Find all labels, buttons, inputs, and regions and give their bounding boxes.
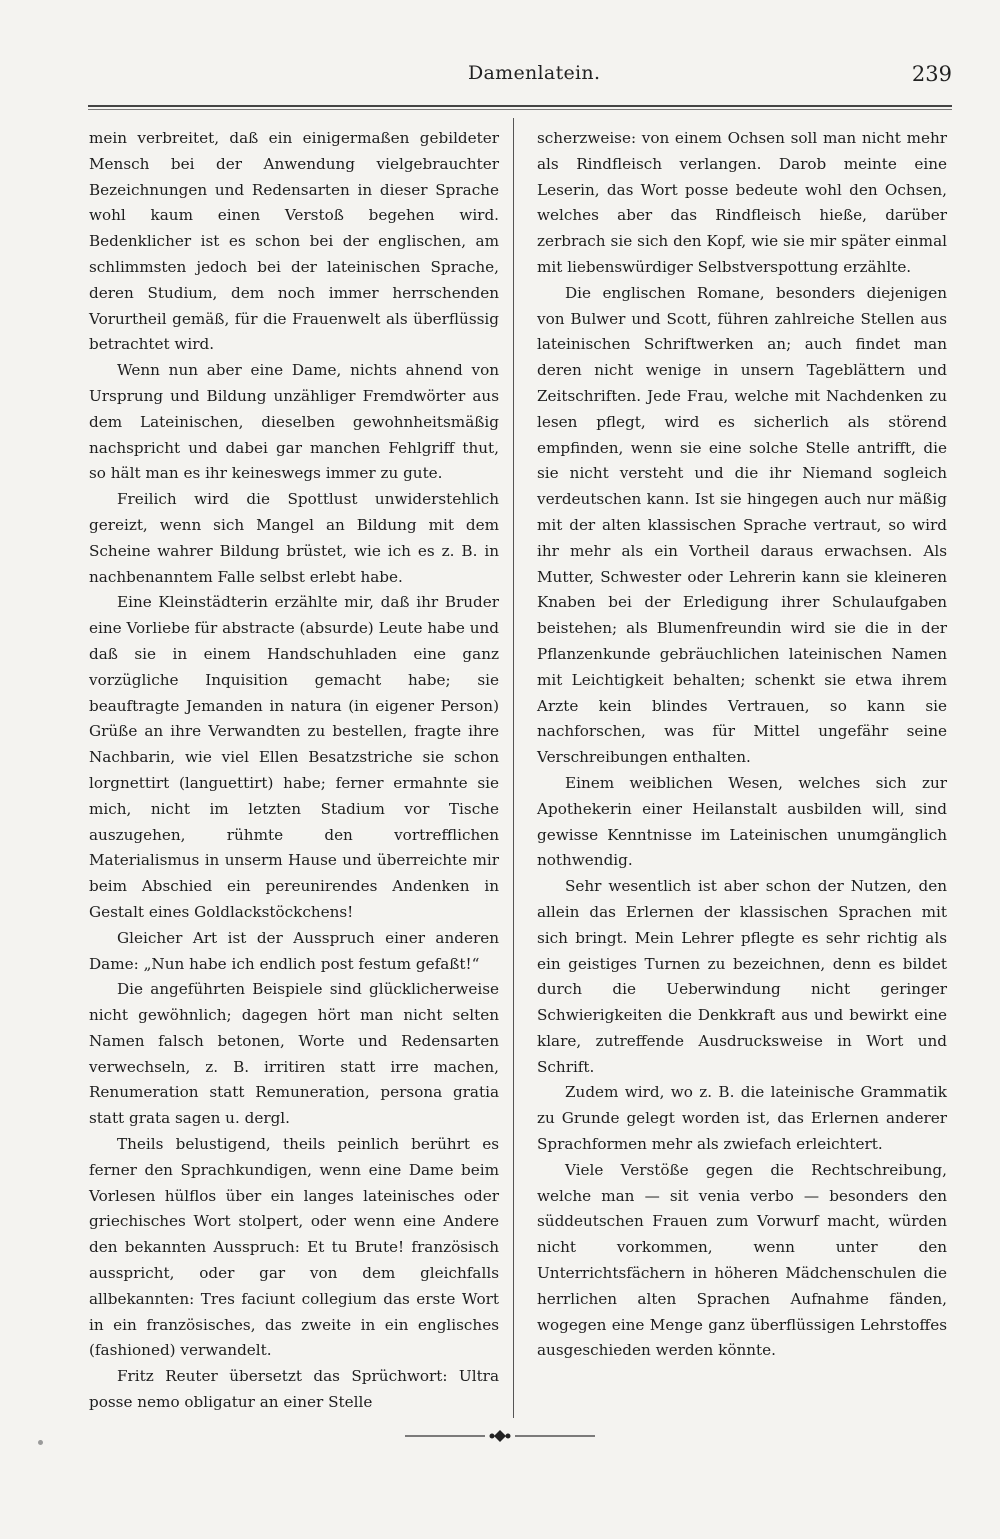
left-column (89, 126, 499, 1416)
paragraph: Gleicher Art ist der Ausspruch einer anderen Dame: „Nun habe ich endlich post festum gefaßt!“ (89, 928, 499, 973)
header-rule (88, 105, 952, 107)
page-number: 239 (911, 62, 952, 86)
end-ornament (400, 1426, 600, 1446)
paragraph: Fritz Reuter übersetzt das Sprüchwort: Ultra posse nemo obligatur an einer Stelle (89, 1367, 499, 1412)
paragraph: Freilich wird die Spottlust unwiderstehlich gereizt, wenn sich Mangel an Bildung mit dem Scheine wahrer Bildung brüstet, wie ich es z. B. in nachbenanntem Falle selbst erlebt habe. (89, 490, 499, 586)
paragraph: Theils belustigend, theils peinlich berührt es ferner den Sprachkundigen, wenn eine Dame beim Vorlesen hülflos über ein langes lateinisches oder griechisches Wort stolpert, oder wenn eine Andere den bekannten Ausspruch: Et tu Brute! französisch ausspricht, oder gar von dem gleichfalls allbekannten: Tres faciunt collegium das erste Wort in ein französisches, das zweite in ein englisches (fashioned) verwandelt. (89, 1135, 499, 1360)
paragraph: Zudem wird, wo z. B. die lateinische Grammatik zu Grunde gelegt worden ist, das Erlernen anderer Sprachformen mehr als zwiefach erleichtert. (537, 1083, 947, 1154)
running-head: Damenlatein. (468, 62, 601, 84)
paragraph: Einem weiblichen Wesen, welches sich zur Apothekerin einer Heilanstalt ausbilden will, sind gewisse Kenntnisse im Lateinischen unumgänglich nothwendig. (537, 773, 947, 870)
paragraph: Die englischen Romane, besonders diejenigen von Bulwer und Scott, führen zahlreiche Stellen aus lateinischen Schriftwerken an; auch findet man deren nicht wenige in unsern Tageblättern und Zeitschriften. Jede Frau, welche mit Nachdenken zu lesen pflegt, wird es sicherlich als störend empfinden, wenn sie eine solche Stelle antrifft, die sie nicht versteht und die ihr Niemand sogleich verdeutschen kann. Ist sie hingegen auch nur mäßig mit der alten klassischen Sprache vertraut, so wird ihr mehr als ein Vortheil daraus erwachsen. Als Mutter, Schwester oder Lehrerin kann sie kleineren Knaben bei der Erledigung ihrer Schulaufgaben beistehen; als Blumenfreundin wird sie die in der Pflanzenkunde gebräuchlichen lateinischen Namen mit Leichtigkeit behalten; schenkt sie etwa ihrem Arzte kein blindes Vertrauen, so kann sie nachforschen, was für Mittel ungefähr seine Verschreibungen enthalten. (537, 283, 947, 767)
paragraph: Viele Verstöße gegen die Rechtschreibung, welche man — sit venia verbo — besonders den süddeutschen Frauen zum Vorwurf macht, würden nicht vorkommen, wenn unter den Unterrichtsfächern in höheren Mädchenschulen die herrlichen alten Sprachen Aufnahme fänden, wogegen eine Menge ganz überflüssigen Lehrstoffes ausgeschieden werden könnte. (537, 1160, 947, 1360)
column-divider (513, 118, 514, 1418)
right-column (537, 126, 947, 1364)
paragraph: mein verbreitet, daß ein einigermaßen gebildeter Mensch bei der Anwendung vielgebrauchter Bezeichnungen und Redensarten in dieser Sprache wohl kaum einen Verstoß begehen wird. Bedenklicher ist es schon bei der englischen, am schlimmsten jedoch bei der lateinischen Sprache, deren Studium, dem noch immer herrschenden Vorurtheil gemäß, für die Frauenwelt als überflüssig betrachtet wird. (89, 129, 499, 354)
paragraph: Wenn nun aber eine Dame, nichts ahnend von Ursprung und Bildung unzähliger Fremdwörter aus dem Lateinischen, dieselben gewohnheitsmäßig nachspricht und dabei gar manchen Fehlgriff thut, so hält man es ihr keineswegs immer zu gute. (89, 361, 499, 483)
paragraph: Die angeführten Beispiele sind glücklicherweise nicht gewöhnlich; dagegen hört man nicht selten Namen falsch betonen, Worte und Redensarten verwechseln, z. B. irritiren statt irre machen, Renumeration statt Remuneration, persona gratia statt grata sagen u. dergl. (89, 980, 499, 1128)
page-header (88, 60, 952, 92)
paragraph: Eine Kleinstädterin erzählte mir, daß ihr Bruder eine Vorliebe für abstracte (absurde) Leute habe und daß sie in einem Handschuhladen eine ganz vorzügliche Inquisition gemacht habe; sie beauftragte Jemanden in natura (in eigener Person) Grüße an ihre Verwandten zu bestellen, fragte ihre Nachbarin, wie viel Ellen Besatzstriche sie schon lorgnettirt (languettirt) habe; ferner ermahnte sie mich, nicht im letzten Stadium vor Tische auszugehen, rühmte den vortrefflichen Materialismus in unserm Hause und überreichte mir beim Abschied ein pereunirendes Andenken in Gestalt eines Goldlackstöckchens! (89, 593, 499, 921)
paragraph: Sehr wesentlich ist aber schon der Nutzen, den allein das Erlernen der klassischen Sprachen mit sich bringt. Mein Lehrer pflegte es sehr richtig als ein geistiges Turnen zu bezeichnen, denn es bildet durch die Ueberwindung nicht geringer Schwierigkeiten die Denkkraft aus und bewirkt eine klare, zutreffende Ausdrucksweise in Wort und Schrift. (537, 877, 947, 1076)
paper-speck (38, 1440, 43, 1445)
paragraph: scherzweise: von einem Ochsen soll man nicht mehr als Rindfleisch verlangen. Darob meinte eine Leserin, das Wort posse bedeute wohl den Ochsen, welches aber das Rindfleisch hieße, darüber zerbrach sie sich den Kopf, wie sie mir später einmal mit liebenswürdiger Selbstverspottung erzählte. (537, 129, 947, 276)
header-rule-thin (88, 109, 952, 110)
